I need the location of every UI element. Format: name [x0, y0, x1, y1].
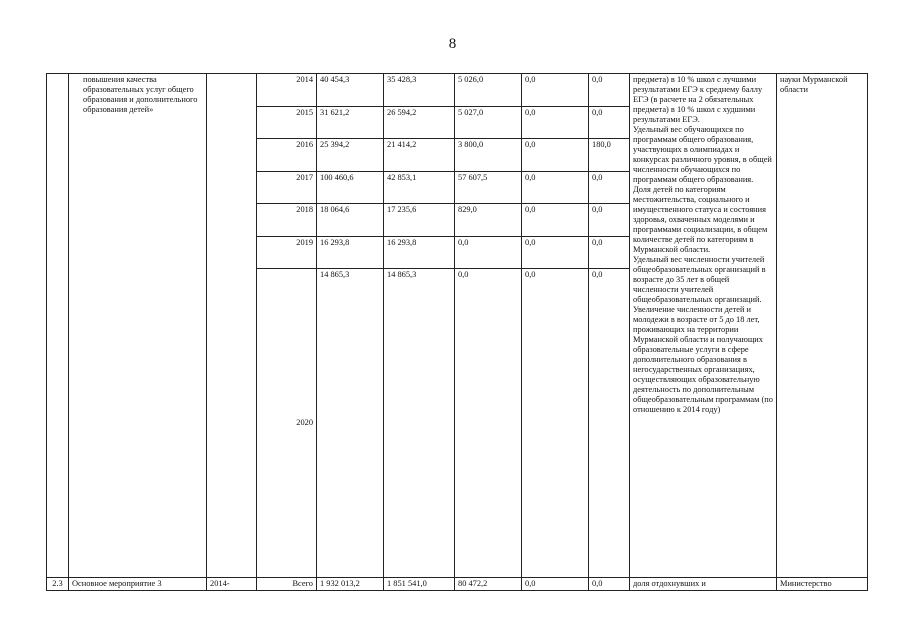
total-cell: 40 454,3	[317, 74, 384, 107]
period-cell-empty	[207, 74, 257, 578]
federal-budget-cell: 80 472,2	[455, 578, 522, 591]
regional-budget-cell: 21 414,2	[384, 139, 455, 172]
year-cell: 2018	[257, 204, 317, 237]
other-sources-cell: 0,0	[589, 107, 630, 139]
total-cell: 100 460,6	[317, 172, 384, 204]
federal-budget-cell: 5 027,0	[455, 107, 522, 139]
federal-budget-cell: 0,0	[455, 237, 522, 269]
year-cell: 2019	[257, 237, 317, 269]
local-budget-cell: 0,0	[522, 269, 589, 578]
year-cell: 2017	[257, 172, 317, 204]
local-budget-cell: 0,0	[522, 107, 589, 139]
local-budget-cell: 0,0	[522, 578, 589, 591]
year-cell: 2016	[257, 139, 317, 172]
activity-name-cell: повышения качества образовательных услуг общего образования и дополнительного образования детей»	[69, 74, 207, 578]
total-cell: 1 932 013,2	[317, 578, 384, 591]
local-budget-cell: 0,0	[522, 172, 589, 204]
year-cell: 2015	[257, 107, 317, 139]
other-sources-cell: 0,0	[589, 237, 630, 269]
federal-budget-cell: 3 800,0	[455, 139, 522, 172]
regional-budget-cell: 42 853,1	[384, 172, 455, 204]
federal-budget-cell: 5 026,0	[455, 74, 522, 107]
regional-budget-cell: 14 865,3	[384, 269, 455, 578]
table-row	[47, 578, 868, 591]
federal-budget-cell: 0,0	[455, 269, 522, 578]
indicators-cell: предмета) в 10 % школ с лучшими результатами ЕГЭ к среднему баллу ЕГЭ (в расчете на 2 обязательных предмета) в 10 % школ с худшими результатами ЕГЭ. Удельный вес обучающихся по программам общего образования, участвующих в олимпиадах и конкурсах различного уровня, в общей численности обучающихся по программам общего образования. Доля детей по категориям местожительства, социального и имущественного статуса и состояния здоровья, охваченных моделями и программами социализации, в общем количестве детей по категориям в Мурманской области. Удельный вес численности учителей общеобразовательных организаций в возрасте до 35 лет в общей численности учителей общеобразовательных организаций. Увеличение численности детей и молодежи в возрасте от 5 до 18 лет, проживающих на территории Мурманской области и получающих образовательные услуги в сфере дополнительного образования в негосударственных организациях, осуществляющих образовательную деятельность по дополнительным общеобразовательным программам (по отношению к 2014 году)	[630, 74, 777, 578]
year-cell: 2020	[257, 269, 317, 578]
local-budget-cell: 0,0	[522, 74, 589, 107]
other-sources-cell: 0,0	[589, 204, 630, 237]
total-cell: 31 621,2	[317, 107, 384, 139]
cell-num-empty	[47, 74, 69, 578]
federal-budget-cell: 829,0	[455, 204, 522, 237]
executor-cell: науки Мурманской области	[777, 74, 868, 578]
table-row	[47, 74, 868, 107]
program-table	[46, 73, 868, 591]
year-cell: 2014	[257, 74, 317, 107]
regional-budget-cell: 16 293,8	[384, 237, 455, 269]
indicator-cell: доля отдохнувших и	[630, 578, 777, 591]
other-sources-cell: 0,0	[589, 578, 630, 591]
row-number-cell: 2.3	[47, 578, 69, 591]
other-sources-cell: 0,0	[589, 269, 630, 578]
other-sources-cell: 0,0	[589, 172, 630, 204]
period-cell: 2014-	[207, 578, 257, 591]
executor-cell: Министерство	[777, 578, 868, 591]
other-sources-cell: 180,0	[589, 139, 630, 172]
total-cell: 18 064,6	[317, 204, 384, 237]
total-cell: 16 293,8	[317, 237, 384, 269]
year-cell: Всего	[257, 578, 317, 591]
regional-budget-cell: 26 594,2	[384, 107, 455, 139]
total-cell: 25 394,2	[317, 139, 384, 172]
federal-budget-cell: 57 607,5	[455, 172, 522, 204]
local-budget-cell: 0,0	[522, 204, 589, 237]
local-budget-cell: 0,0	[522, 237, 589, 269]
other-sources-cell: 0,0	[589, 74, 630, 107]
total-cell: 14 865,3	[317, 269, 384, 578]
page-number: 8	[448, 36, 457, 52]
activity-name-cell: Основное мероприятие 3	[69, 578, 207, 591]
regional-budget-cell: 35 428,3	[384, 74, 455, 107]
local-budget-cell: 0,0	[522, 139, 589, 172]
regional-budget-cell: 1 851 541,0	[384, 578, 455, 591]
regional-budget-cell: 17 235,6	[384, 204, 455, 237]
